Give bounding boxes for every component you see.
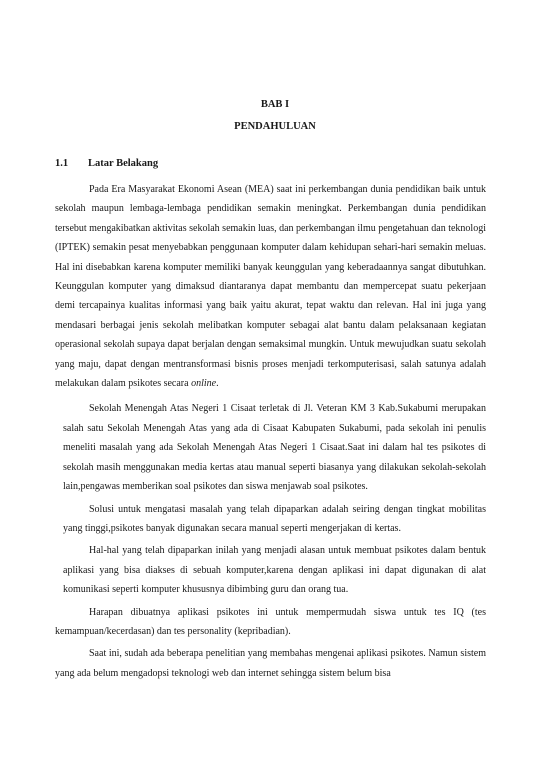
chapter-title: PENDAHULUAN (234, 121, 316, 132)
chapter-number: BAB I (260, 99, 290, 110)
section-title: Latar Belakang (88, 158, 159, 169)
section-number: 1.1 (55, 158, 69, 169)
paragraph-1-italic: online (191, 378, 217, 390)
paragraph-3: Solusi untuk mengatasi masalah yang telah dipaparkan adalah seiring dengan tingkat mobilitas yang tinggi,psikotes banyak digunakan secara manual seperti mengerjakan di kertas. (63, 503, 486, 534)
paragraph-1-end: . (216, 378, 219, 390)
paragraph-1 (55, 180, 486, 393)
paragraph-6: Saat ini, sudah ada beberapa penelitian yang membahas mengenai aplikasi psikotes. Namun sistem yang ada belum mengadopsi teknologi web dan internet sehingga sistem belum bisa (55, 648, 486, 679)
body-text (55, 180, 486, 683)
paragraph-4: Hal-hal yang telah dipaparkan inilah yang menjadi alasan untuk membuat psikotes dalam bentuk aplikasi yang bisa diakses di sebuah komputer,karena dengan aplikasi ini dapat digunakan di alat komunikasi seperti komputer khususnya dibimbing guru dan orang tua. (63, 545, 486, 596)
paragraph-2: Sekolah Menengah Atas Negeri 1 Cisaat terletak di Jl. Veteran KM 3 Kab.Sukabumi merupakan salah satu Sekolah Menengah Atas yang ada di Cisaat Kabupaten Sukabumi, pada sekolah ini penulis meneliti masalah yang ada Sekolah Menengah Atas Negeri 1 Cisaat.Saat ini dalam hal tes psikotes di sekolah masih menggunakan media kertas atau manual seperti biasanya yang dilakukan sekolah-sekolah lain,pengawas memberikan soal psikotes dan siswa menjawab soal psikotes. (63, 403, 486, 493)
paragraph-1-text: Pada Era Masyarakat Ekonomi Asean (MEA) saat ini perkembangan dunia pendidikan baik untuk sekolah maupun lembaga-lembaga pendidikan semakin meningkat. Perkembangan dunia pendidikan tersebut mengakibatkan aktivitas sekolah semakin luas, dan perkembangan ilmu pengetahuan dan teknologi (IPTEK) semakin pesat menyebabkan penggunaan komputer dalam kehidupan sehari-hari semakin meluas. Hal ini disebabkan karena komputer memiliki banyak keunggulan yang keberadaannya sangat dibutuhkan. Keunggulan komputer yang dimaksud diantaranya dapat membantu dan mempercepat suatu pekerjaan demi tercapainya kualitas informasi yang baik yaitu akurat, tepat waktu dan relevan. Hal ini juga yang mendasari berbagai jenis sekolah melibatkan komputer sebagai alat bantu dalam pelaksanaan kegiatan operasional sekolah supaya dapat berjalan dengan semaksimal mungkin. Untuk mewujudkan suatu sekolah yang maju, dapat dengan mentransformasi bisnis proses menjadi terkomputerisasi, salah satunya adalah melakukan dalam psikotes secara (55, 184, 486, 390)
section-heading (55, 158, 158, 169)
paragraph-5: Harapan dibuatnya aplikasi psikotes ini untuk mempermudah siswa untuk tes IQ (tes kemampuan/kecerdasan) dan tes personality (kepribadian). (55, 606, 486, 637)
